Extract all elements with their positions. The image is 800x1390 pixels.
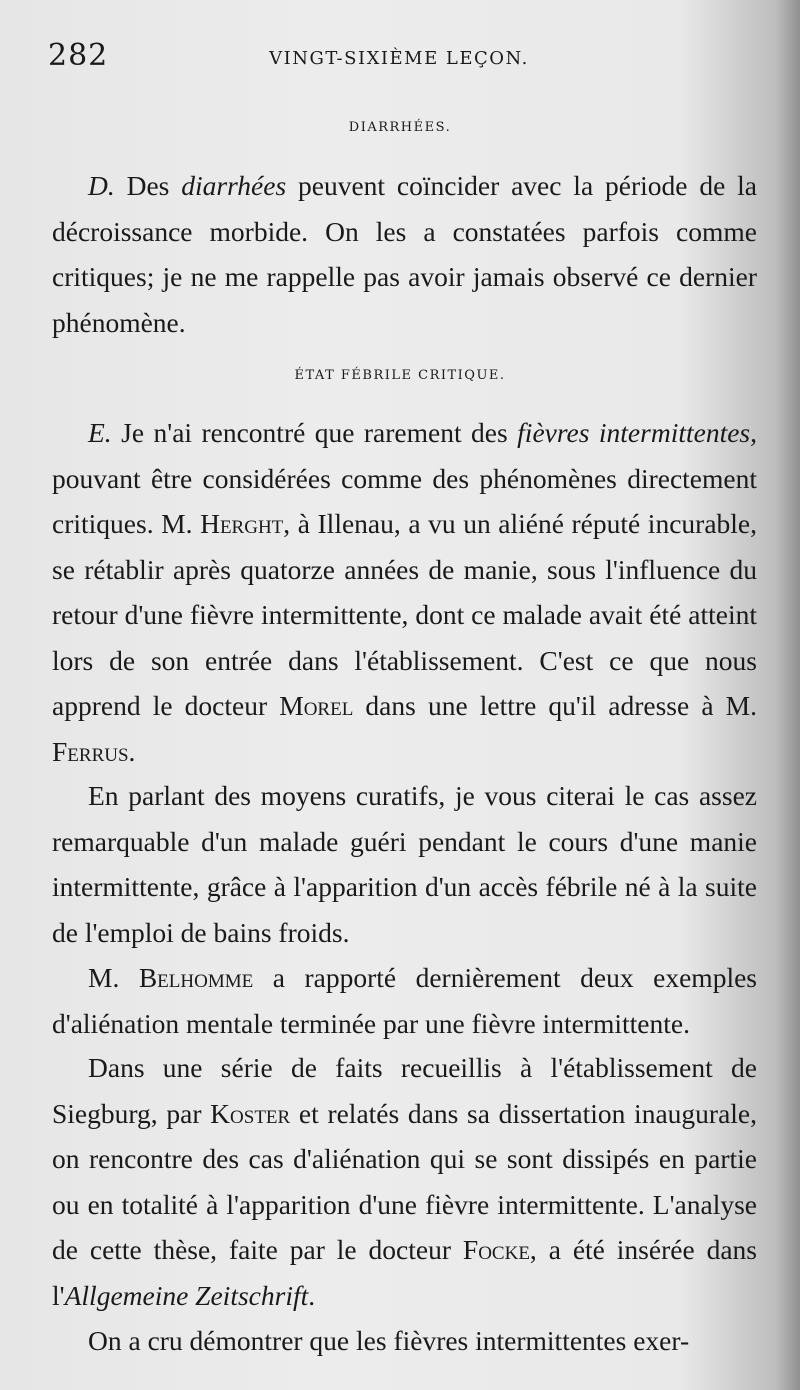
emphasis-text: diarrhées <box>181 170 287 201</box>
paragraph-text: a rapporté dernièrement deux exemples d'aliénation mentale terminée par une fièvre intermittente. <box>52 962 757 1039</box>
page-header <box>48 38 750 78</box>
paragraph-letter: D. <box>88 170 115 201</box>
paragraph-diarrhees <box>52 163 757 345</box>
paragraph-text: , a été insérée dans l' <box>52 1234 757 1311</box>
paragraph-continuation <box>52 1318 757 1364</box>
paragraph-belhomme <box>52 955 757 1046</box>
paragraph-text: , à Illenau, a vu un aliéné réputé incurable, se rétablir après quatorze années de manie, sous l'influence du retour d'une fièvre intermittente, dont ce malade avait été atteint lors de son entrée dans l'établissement. C'est ce que nous apprend le docteur <box>52 508 757 721</box>
paragraph-text: On a cru démontrer que les fièvres intermittentes exer- <box>88 1325 690 1356</box>
paragraph-siegburg <box>52 1045 757 1318</box>
paragraph-text: Des <box>114 170 182 201</box>
paragraph-text: Je n'ai rencontré que rarement des <box>111 417 518 448</box>
running-head: VINGT-SIXIÈME LEÇON. <box>269 48 529 69</box>
author-name: Koster <box>210 1097 291 1129</box>
paragraph-fievres <box>52 410 757 774</box>
emphasis-text: fièvres intermittentes, <box>517 417 757 448</box>
paragraph-text: peuvent coïncider avec la période de la décroissance morbide. On les a constatées parfois comme critiques; je ne me rappelle pas avoir jamais observé ce dernier phénomène. <box>52 170 757 338</box>
paragraph-text: dans une lettre qu'il adresse à M. <box>353 690 757 721</box>
author-name: Morel <box>279 690 354 721</box>
author-name: Focke <box>462 1234 530 1265</box>
journal-title: Allgemeine Zeitschrift <box>64 1279 309 1311</box>
paragraph-text: pouvant être considérées comme des phénomènes directement critiques. M. <box>52 462 757 539</box>
paragraph-text: et relatés dans sa dissertation inaugurale, on rencontre des cas d'aliénation qui se sont dissipés en partie ou en totalité à l'apparition d'une fièvre intermittente. L'analyse de cette thèse, faite par le docteur <box>52 1097 757 1265</box>
section-heading-diarrhees: DIARRHÉES. <box>348 120 452 135</box>
paragraph-text: En parlant des moyens curatifs, je vous citerai le cas assez remarquable d'un malade guéri pendant le cours d'une manie intermittente, grâce à l'apparition d'un accès fébrile né à la suite de l'emploi de bains froids. <box>52 780 757 948</box>
paragraph-text: Dans une série de faits recueillis à l'établissement de Siegburg, par <box>52 1052 757 1129</box>
paragraph-text: . <box>308 1279 316 1311</box>
paragraph-moyens-curatifs <box>52 773 757 955</box>
paragraph-text: . <box>128 735 136 767</box>
author-name: Herght <box>200 508 284 539</box>
section-heading-etat-febrile: ÉTAT FÉBRILE CRITIQUE. <box>294 368 506 383</box>
author-name: Ferrus <box>52 735 129 767</box>
paragraph-text: M. <box>88 962 139 993</box>
author-name: Belhomme <box>138 962 254 993</box>
page-number: 282 <box>48 38 109 73</box>
paragraph-letter: E. <box>88 417 112 448</box>
